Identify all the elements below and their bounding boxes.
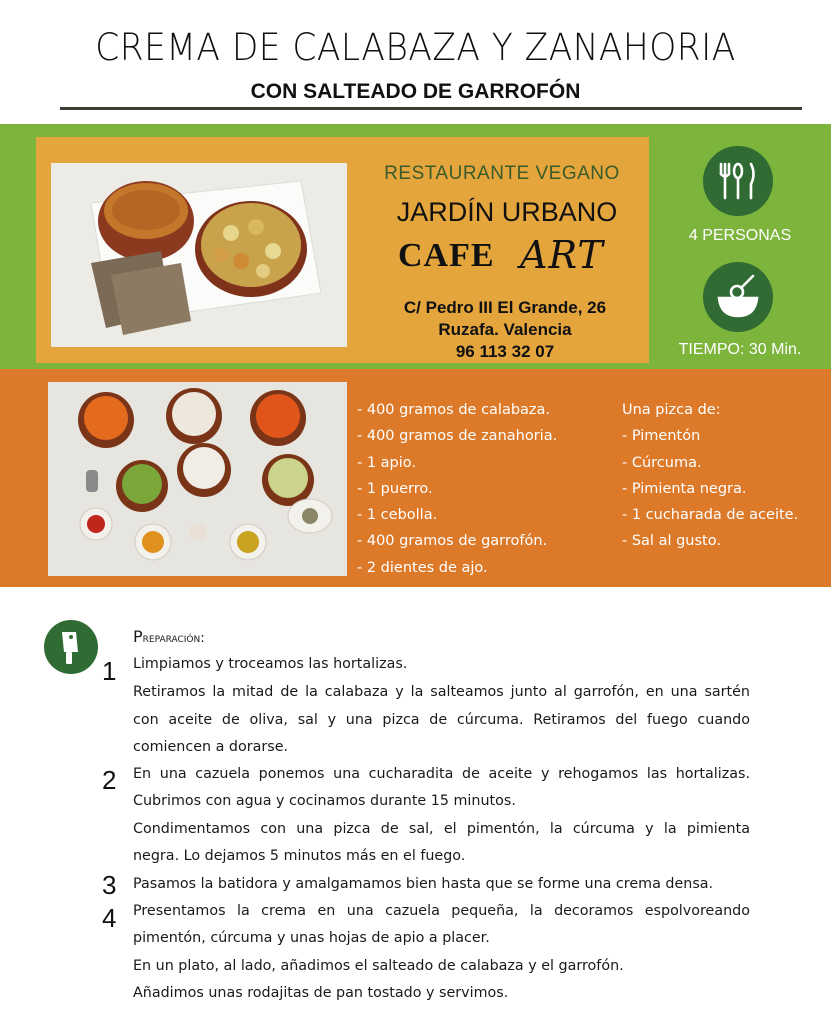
- step-2-line: Condimentamos con una pizca de sal, el pimentón, la cúrcuma y la pimienta: [133, 821, 750, 837]
- spice-item: - Pimienta negra.: [622, 480, 747, 497]
- cutlery-icon: [703, 146, 773, 216]
- step-2-line: Cubrimos con agua y cocinamos durante 15 minutos.: [133, 793, 516, 809]
- step-2-line: negra. Lo dejamos 5 minutos más en el fuego.: [133, 848, 466, 864]
- step-number: 1: [102, 656, 117, 686]
- spices-title: Una pizca de:: [622, 402, 721, 418]
- step-number: 4: [102, 903, 117, 933]
- restaurant-name: JARDÍN URBANO: [396, 197, 618, 227]
- dish-photo: [51, 163, 347, 347]
- time-text: TIEMPO: 30 Min.: [678, 341, 802, 358]
- spice-item: - 1 cucharada de aceite.: [622, 507, 799, 524]
- recipe-subtitle: CON SALTEADO DE GARROFÓN: [250, 80, 581, 103]
- step-2-line: En una cazuela ponemos una cucharadita de aceite y rehogamos las hortalizas.: [133, 766, 750, 782]
- step-3-line: Pasamos la batidora y amalgamamos bien hasta que se forme una crema densa.: [133, 876, 714, 892]
- ingredient-item: - 400 gramos de garrofón.: [357, 533, 548, 550]
- step-4-line: Añadimos unas rodajitas de pan tostado y servimos.: [133, 985, 509, 1001]
- mixing-bowl-icon: [703, 262, 773, 332]
- ingredients-main-list: [357, 401, 557, 585]
- step-1-line: Retiramos la mitad de la calabaza y la salteamos junto al garrofón, en una sartén: [133, 684, 750, 700]
- cafe-logo-text: CAFE: [398, 237, 495, 274]
- step-number: 2: [102, 765, 117, 795]
- title-divider: [60, 107, 802, 110]
- ingredient-item: - 1 puerro.: [357, 480, 433, 497]
- address-city: Ruzafa. Valencia: [438, 320, 572, 339]
- restaurant-type: RESTAURANTE VEGANO: [384, 163, 620, 184]
- spice-item: - Sal al gusto.: [622, 533, 721, 550]
- address-street: C/ Pedro III El Grande, 26: [403, 298, 607, 317]
- step-number: 3: [102, 870, 117, 900]
- ingredient-item: - 400 gramos de calabaza.: [357, 402, 551, 418]
- step-4-line: Presentamos la crema en una cazuela pequeña, la decoramos espolvoreando: [133, 903, 750, 919]
- ingredients-spices-list: [622, 401, 798, 559]
- art-logo-text: ART: [520, 233, 604, 277]
- ingredient-item: - 1 apio.: [357, 454, 417, 471]
- ingredient-item: - 2 dientes de ajo.: [357, 559, 488, 576]
- cleaver-icon: [44, 620, 98, 674]
- step-1-line: comiencen a dorarse.: [133, 739, 289, 755]
- step-1-line: Limpiamos y troceamos las hortalizas.: [133, 656, 408, 672]
- step-1-line: con aceite de oliva, sal y una pizca de cúrcuma. Retiramos del fuego cuando: [133, 712, 750, 728]
- preparation-heading: Preparación:: [133, 627, 205, 646]
- spice-item: - Pimentón: [622, 428, 701, 445]
- step-4-line: En un plato, al lado, añadimos el salteado de calabaza y el garrofón.: [133, 958, 624, 974]
- spice-item: - Cúrcuma.: [622, 454, 702, 471]
- step-4-line: pimentón, cúrcuma y unas hojas de apio a placer.: [133, 930, 490, 946]
- servings-text: 4 PERSONAS: [688, 227, 792, 244]
- ingredients-photo: [48, 382, 347, 576]
- phone-number: 96 113 32 07: [455, 342, 555, 361]
- recipe-title: CREMA DE CALABAZA Y ZANAHORIA: [95, 26, 736, 69]
- ingredient-item: - 400 gramos de zanahoria.: [357, 428, 558, 445]
- ingredient-item: - 1 cebolla.: [357, 507, 438, 524]
